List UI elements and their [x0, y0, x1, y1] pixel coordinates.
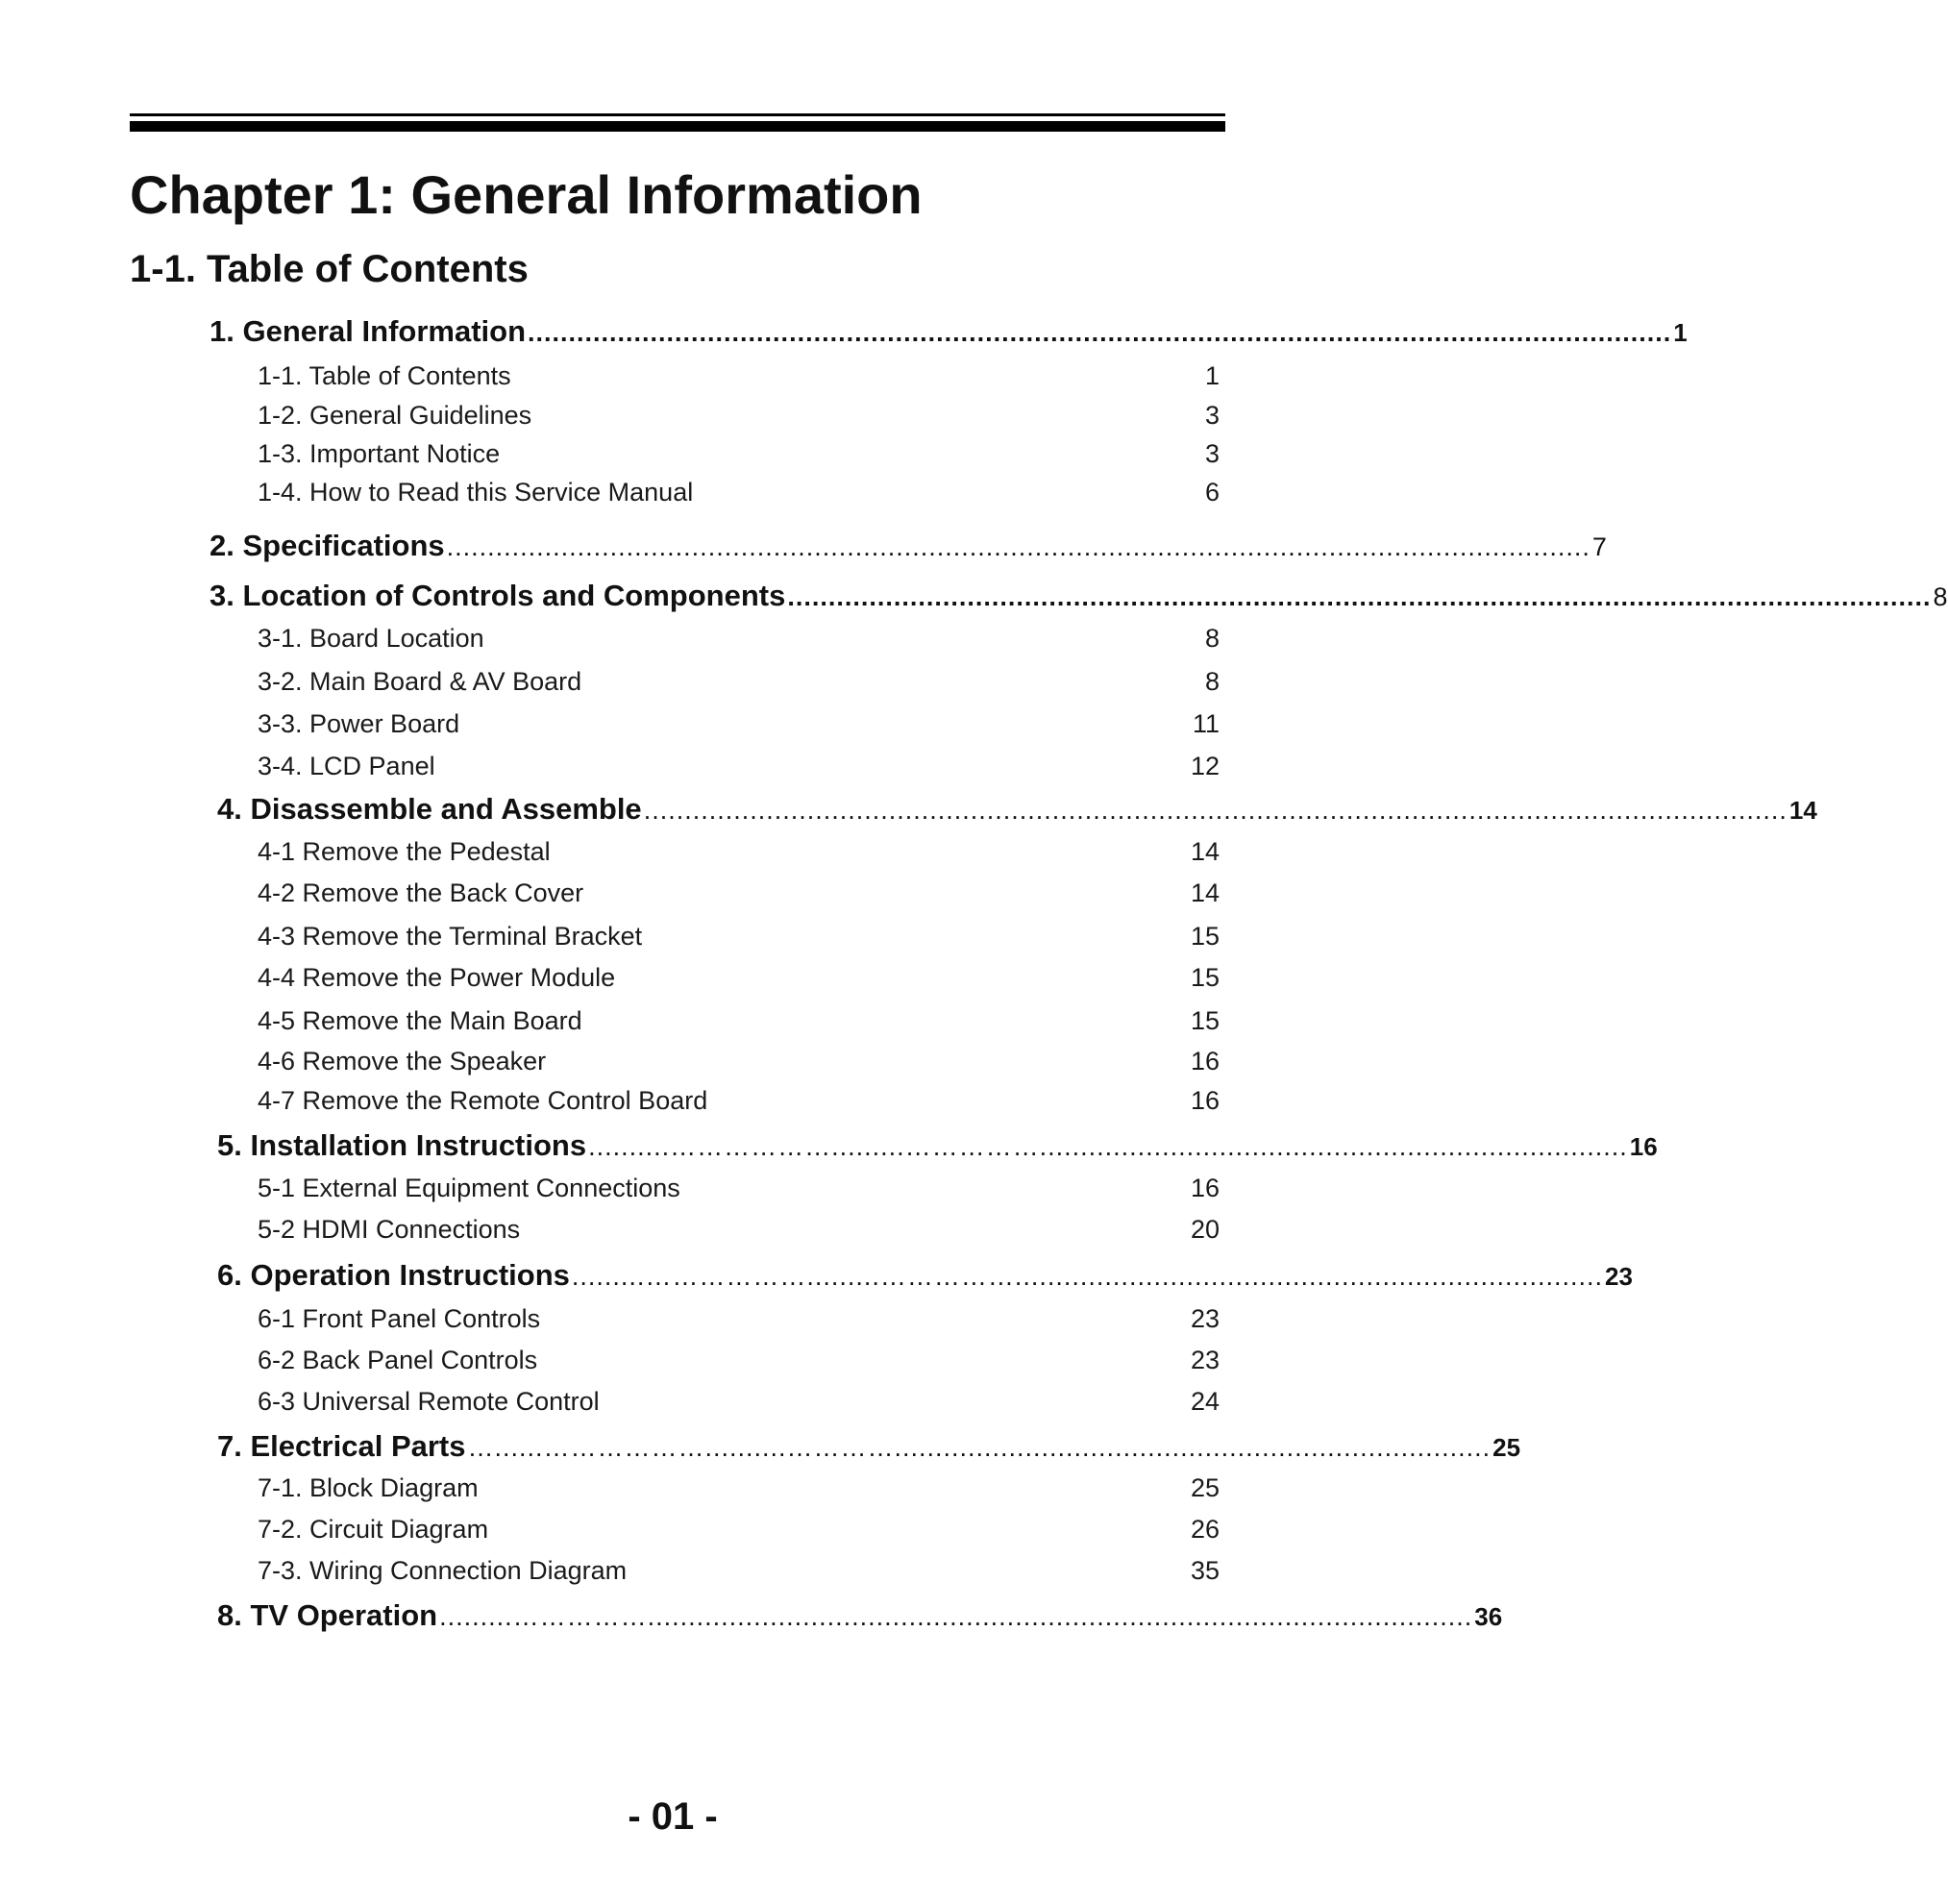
toc-entry-label: 1-1. Table of Contents: [258, 361, 511, 390]
toc-entry: [217, 1596, 1503, 1635]
toc-entry-page: 16: [1190, 1047, 1220, 1076]
toc-entry-page: 3: [1204, 401, 1220, 430]
toc-entry-label: 6-3 Universal Remote Control: [258, 1387, 600, 1416]
toc-entry-label: 5-2 HDMI Connections: [258, 1215, 521, 1244]
toc-entry-page: 24: [1190, 1387, 1220, 1416]
toc-entry-label: 3-4. LCD Panel: [258, 752, 435, 780]
toc-entry: [258, 919, 1220, 953]
toc-entry-page: 1: [1673, 318, 1688, 347]
toc-entry-page: 25: [1190, 1473, 1220, 1502]
toc-entry: [258, 436, 1220, 471]
toc-entry-page: 7: [1591, 532, 1607, 561]
toc-entry: [258, 398, 1220, 433]
toc-entry: [217, 1256, 1633, 1295]
toc-entry-label: 4-2 Remove the Back Cover: [258, 878, 584, 907]
toc-entry: [217, 1126, 1658, 1165]
toc-entry: [258, 1553, 1220, 1588]
toc-leader-dots: ............................................................................................................................................: [643, 796, 1788, 825]
toc-entry-page: 15: [1190, 1006, 1220, 1035]
toc-entry-label: 3-2. Main Board & AV Board: [258, 667, 582, 696]
toc-entry: [210, 527, 1607, 565]
toc-entry-page: 25: [1492, 1433, 1521, 1462]
toc-entry: [258, 1083, 1220, 1118]
toc-entry: [258, 475, 1220, 509]
toc-entry: [258, 834, 1220, 869]
toc-entry-label: 7. Electrical Parts: [217, 1429, 466, 1463]
toc-entry: [258, 664, 1220, 699]
toc-entry: [210, 577, 1948, 615]
toc-entry: [258, 1003, 1220, 1038]
toc-leader-dots: ............................................................................................................................................: [528, 318, 1672, 347]
toc-entry-page: 14: [1190, 878, 1220, 907]
toc-entry-label: 4-7 Remove the Remote Control Board: [258, 1086, 708, 1115]
toc-entry-page: 12: [1190, 752, 1220, 780]
toc-entry-page: 8: [1204, 667, 1220, 696]
toc-entry-label: 4-4 Remove the Power Module: [258, 963, 616, 992]
toc-entry-label: 1. General Information: [210, 314, 527, 348]
toc-entry: [258, 1512, 1220, 1546]
toc-entry-page: 16: [1190, 1086, 1220, 1115]
page-number: - 01 -: [628, 1795, 718, 1838]
toc-entry-page: 15: [1190, 922, 1220, 951]
toc-entry-page: 11: [1192, 709, 1220, 738]
toc-entry-label: 5. Installation Instructions: [217, 1128, 587, 1162]
toc-entry-label: 1-2. General Guidelines: [258, 401, 532, 430]
toc-entry-page: 20: [1190, 1215, 1220, 1244]
toc-entry-label: 4-6 Remove the Speaker: [258, 1047, 547, 1076]
toc-entry-page: 3: [1204, 439, 1220, 468]
toc-entry-label: 1-3. Important Notice: [258, 439, 501, 468]
toc-entry-label: 5-1 External Equipment Connections: [258, 1174, 680, 1202]
toc-entry: [258, 1044, 1220, 1078]
toc-entry: [258, 1171, 1220, 1205]
toc-entry-page: 16: [1190, 1174, 1220, 1202]
toc-entry: [258, 749, 1220, 783]
toc-entry: [258, 359, 1220, 393]
toc-entry: [258, 621, 1220, 655]
toc-entry-page: 26: [1190, 1515, 1220, 1544]
toc-entry-page: 8: [1933, 582, 1948, 611]
toc-entry: [258, 876, 1220, 910]
toc-entry: [258, 1343, 1220, 1377]
chapter-title: Chapter 1: General Information: [130, 164, 923, 225]
toc-entry-label: 4-5 Remove the Main Board: [258, 1006, 582, 1035]
toc-entry-label: 3. Location of Controls and Components: [210, 579, 786, 612]
toc-entry-label: 2. Specifications: [210, 529, 445, 562]
toc-entry-label: 6-1 Front Panel Controls: [258, 1304, 541, 1333]
toc-entry: [258, 1212, 1220, 1247]
toc-entry: [217, 790, 1817, 828]
toc-entry-page: 35: [1190, 1556, 1220, 1585]
toc-entry: [258, 960, 1220, 995]
toc-entry-page: 15: [1190, 963, 1220, 992]
toc-entry-page: 23: [1190, 1346, 1220, 1374]
toc-entry-label: 1-4. How to Read this Service Manual: [258, 478, 694, 507]
toc-leader-dots: ............................................................................................................................................: [787, 582, 1932, 611]
toc-entry-label: 6. Operation Instructions: [217, 1258, 570, 1292]
toc-entry-page: 8: [1204, 624, 1220, 653]
header-rule-thick: [130, 121, 1225, 132]
toc-leader-dots: ............................................................................................................................................: [446, 532, 1590, 561]
toc-entry-page: 14: [1788, 796, 1817, 825]
header-rule-thin: [130, 113, 1225, 116]
toc-entry: [258, 1301, 1220, 1336]
toc-leader-dots: .........…………….....................................................................................................: [439, 1602, 1473, 1631]
toc-leader-dots: .........……………….........……………........................................................................: [571, 1262, 1604, 1291]
toc-entry-label: 7-2. Circuit Diagram: [258, 1515, 489, 1544]
toc-entry-label: 7-1. Block Diagram: [258, 1473, 479, 1502]
toc-entry-page: 36: [1474, 1602, 1503, 1631]
toc-entry-page: 16: [1629, 1132, 1658, 1161]
toc-entry-label: 3-1. Board Location: [258, 624, 484, 653]
section-title: 1-1. Table of Contents: [130, 248, 529, 290]
toc-entry: [258, 706, 1220, 741]
toc-entry-label: 7-3. Wiring Connection Diagram: [258, 1556, 628, 1585]
toc-entry-label: 4-3 Remove the Terminal Bracket: [258, 922, 643, 951]
toc-entry: [258, 1384, 1220, 1419]
toc-entry-label: 4-1 Remove the Pedestal: [258, 837, 551, 866]
toc-entry-page: 1: [1204, 361, 1220, 390]
toc-entry-label: 6-2 Back Panel Controls: [258, 1346, 538, 1374]
toc-leader-dots: …......………………..........………….........................................................................: [467, 1433, 1492, 1462]
toc-entry-page: 23: [1190, 1304, 1220, 1333]
toc-entry-page: 6: [1204, 478, 1220, 507]
toc-entry-page: 23: [1605, 1262, 1633, 1291]
toc-entry: [210, 312, 1688, 351]
toc-entry-label: 3-3. Power Board: [258, 709, 460, 738]
toc-entry: [217, 1427, 1521, 1466]
toc-entry-label: 8. TV Operation: [217, 1598, 438, 1632]
toc-entry-page: 14: [1190, 837, 1220, 866]
toc-entry-label: 4. Disassemble and Assemble: [217, 792, 642, 826]
toc-entry: [258, 1471, 1220, 1505]
toc-leader-dots: ..........……………….........……………........................................................................: [588, 1132, 1628, 1161]
